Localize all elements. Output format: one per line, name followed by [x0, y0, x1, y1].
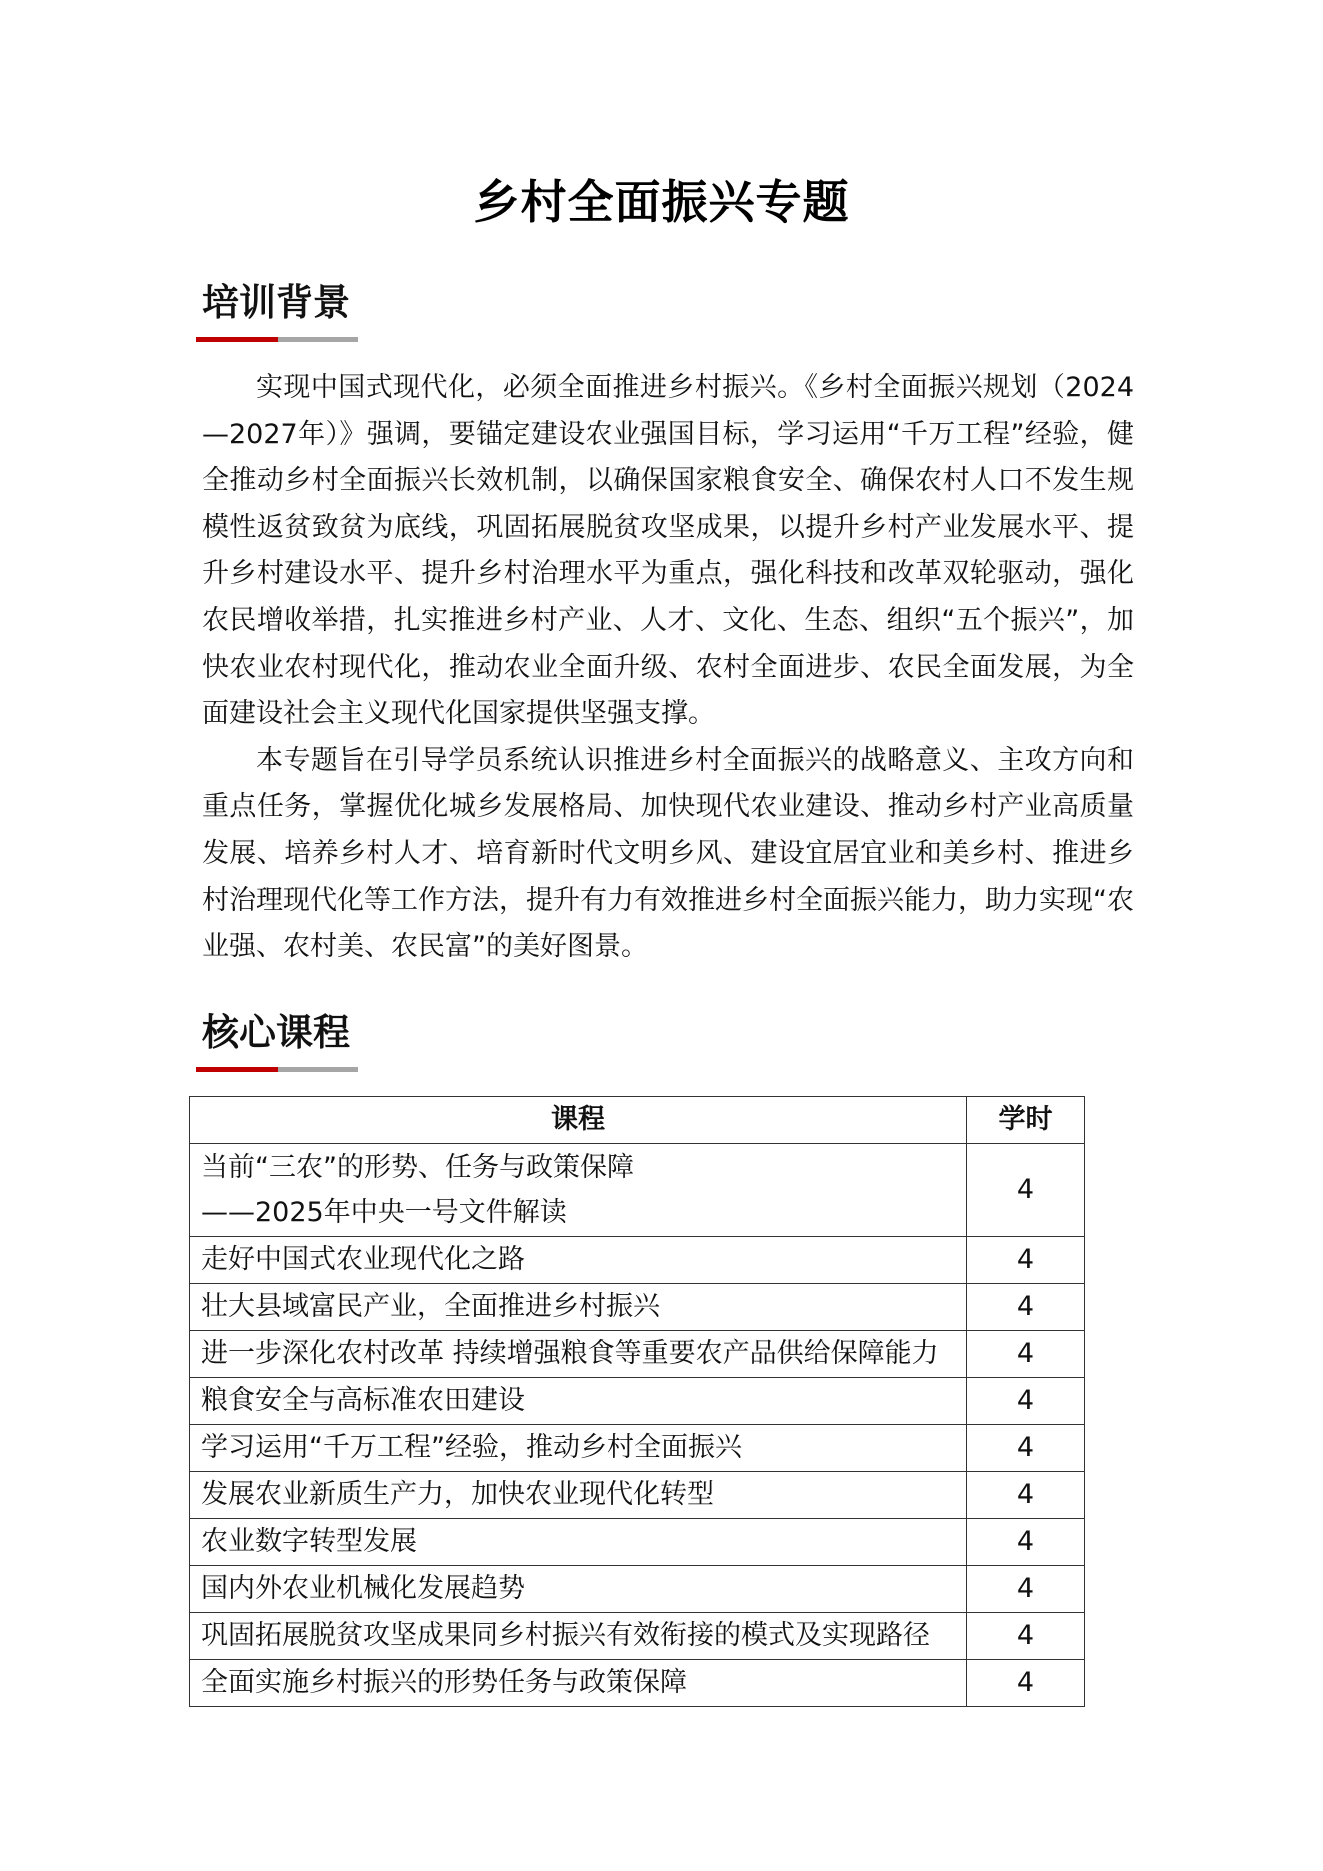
table-row	[190, 1378, 1085, 1425]
course-name: 进一步深化农村改革 持续增强粮食等重要农产品供给保障能力	[190, 1331, 967, 1378]
course-hours: 4	[967, 1237, 1085, 1284]
course-hours: 4	[967, 1425, 1085, 1472]
underline-gray-segment	[278, 1067, 358, 1072]
underline-red-segment	[196, 1067, 278, 1072]
background-paragraph-2: 本专题旨在引导学员系统认识推进乡村全面振兴的战略意义、主攻方向和重点任务，掌握优化城乡发展格局、加快现代农业建设、推动乡村产业高质量发展、培养乡村人才、培育新时代文明乡风、建设宜居宜业和美乡村、推进乡村治理现代化等工作方法，提升有力有效推进乡村全面振兴能力，助力实现“农业强、农村美、农民富”的美好图景。	[202, 744, 1134, 963]
course-hours: 4	[967, 1284, 1085, 1331]
course-name: 粮食安全与高标准农田建设	[190, 1378, 967, 1425]
course-hours: 4	[967, 1566, 1085, 1613]
course-name: 走好中国式农业现代化之路	[190, 1237, 967, 1284]
table-header-row	[190, 1097, 1085, 1144]
table-row	[190, 1425, 1085, 1472]
underline-gray-segment	[278, 337, 358, 342]
table-row	[190, 1144, 1085, 1237]
course-hours: 4	[967, 1144, 1085, 1237]
course-name: 巩固拓展脱贫攻坚成果同乡村振兴有效衔接的模式及实现路径	[190, 1613, 967, 1660]
course-name	[190, 1144, 967, 1237]
section-heading-courses: 核心课程	[202, 1011, 350, 1054]
section-heading-background: 培训背景	[202, 281, 350, 324]
course-name: 壮大县域富民产业，全面推进乡村振兴	[190, 1284, 967, 1331]
table-row	[190, 1284, 1085, 1331]
course-hours: 4	[967, 1660, 1085, 1707]
table-row	[190, 1613, 1085, 1660]
course-hours: 4	[967, 1378, 1085, 1425]
section-underline-background	[196, 337, 358, 342]
course-name-line2: ——2025年中央一号文件解读	[201, 1197, 567, 1228]
courses-table	[189, 1096, 1085, 1707]
course-name: 学习运用“千万工程”经验，推动乡村全面振兴	[190, 1425, 967, 1472]
table-row	[190, 1566, 1085, 1613]
header-hours: 学时	[967, 1097, 1085, 1144]
underline-red-segment	[196, 337, 278, 342]
course-name-line1: 当前“三农”的形势、任务与政策保障	[201, 1152, 634, 1183]
table-row	[190, 1331, 1085, 1378]
header-course: 课程	[190, 1097, 967, 1144]
background-text	[202, 365, 1134, 971]
course-name: 发展农业新质生产力，加快农业现代化转型	[190, 1472, 967, 1519]
course-name: 全面实施乡村振兴的形势任务与政策保障	[190, 1660, 967, 1707]
course-name: 国内外农业机械化发展趋势	[190, 1566, 967, 1613]
table-row	[190, 1519, 1085, 1566]
section-underline-courses	[196, 1067, 358, 1072]
course-name: 农业数字转型发展	[190, 1519, 967, 1566]
table-row	[190, 1237, 1085, 1284]
table-row	[190, 1660, 1085, 1707]
background-paragraph-1: 实现中国式现代化，必须全面推进乡村振兴。《乡村全面振兴规划（2024—2027年）》强调，要锚定建设农业强国目标，学习运用“千万工程”经验，健全推动乡村全面振兴长效机制，以确保国家粮食安全、确保农村人口不发生规模性返贫致贫为底线，巩固拓展脱贫攻坚成果，以提升乡村产业发展水平、提升乡村建设水平、提升乡村治理水平为重点，强化科技和改革双轮驱动，强化农民增收举措，扎实推进乡村产业、人才、文化、生态、组织“五个振兴”，加快农业农村现代化，推动农业全面升级、农村全面进步、农民全面发展，为全面建设社会主义现代化国家提供坚强支撑。	[202, 372, 1134, 730]
page-title: 乡村全面振兴专题	[473, 175, 850, 229]
course-hours: 4	[967, 1613, 1085, 1660]
course-hours: 4	[967, 1519, 1085, 1566]
course-hours: 4	[967, 1331, 1085, 1378]
table-row	[190, 1472, 1085, 1519]
course-hours: 4	[967, 1472, 1085, 1519]
